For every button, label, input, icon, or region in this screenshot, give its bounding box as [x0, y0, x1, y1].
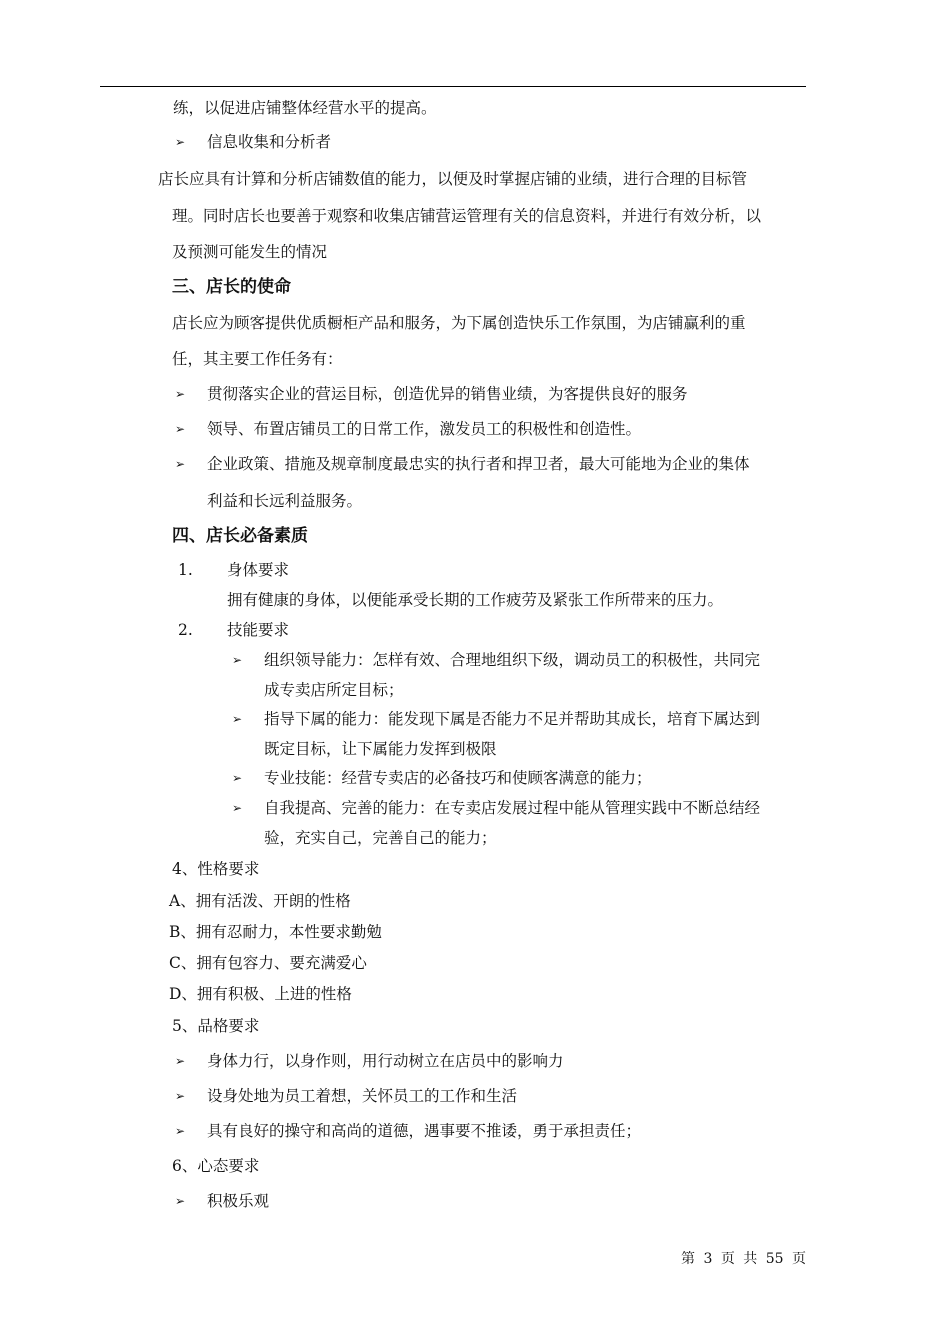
bullet-arrow-icon: ➢	[175, 387, 186, 401]
text-line: 及预测可能发生的情况	[172, 243, 328, 261]
text-line: 成专卖店所定目标；	[264, 681, 404, 699]
text-line: 4、性格要求	[172, 860, 260, 878]
bullet-arrow-icon: ➢	[232, 771, 243, 785]
text-line: 任，其主要工作任务有：	[172, 350, 343, 368]
bullet-arrow-icon: ➢	[175, 1194, 186, 1208]
text-line: 既定目标，让下属能力发挥到极限	[264, 740, 497, 758]
text-line: 设身处地为员工着想，关怀员工的工作和生活	[207, 1087, 518, 1105]
text-line: 店长应为顾客提供优质橱柜产品和服务，为下属创造快乐工作氛围，为店铺赢利的重	[172, 314, 746, 332]
text-line: 理。同时店长也要善于观察和收集店铺营运管理有关的信息资料，并进行有效分析，以	[172, 207, 762, 225]
bullet-arrow-icon: ➢	[232, 801, 243, 815]
text-line: 技能要求	[227, 621, 290, 639]
text-line: 领导、布置店铺员工的日常工作，激发员工的积极性和创造性。	[207, 420, 642, 438]
text-line: 店长应具有计算和分析店铺数值的能力，以便及时掌握店铺的业绩，进行合理的目标管	[158, 170, 748, 188]
list-number: 1.	[178, 561, 193, 579]
text-line: 利益和长远利益服务。	[207, 492, 363, 510]
text-line: 贯彻落实企业的营运目标，创造优异的销售业绩，为客提供良好的服务	[207, 385, 688, 403]
text-line: 具有良好的操守和高尚的道德，遇事要不推诿，勇于承担责任；	[207, 1122, 642, 1140]
bullet-arrow-icon: ➢	[175, 1054, 186, 1068]
list-number: 2.	[178, 621, 193, 639]
text-line: 指导下属的能力：能发现下属是否能力不足并帮助其成长，培育下属达到	[264, 710, 761, 728]
text-line: 身体要求	[227, 561, 290, 579]
text-line: 组织领导能力：怎样有效、合理地组织下级，调动员工的积极性，共同完	[264, 651, 761, 669]
footer-ye: 页	[720, 1251, 735, 1267]
bullet-arrow-icon: ➢	[232, 653, 243, 667]
footer-page-number: 3	[703, 1251, 713, 1267]
text-line: 身体力行，以身作则，用行动树立在店员中的影响力	[207, 1052, 564, 1070]
text-line: 验，充实自己，完善自己的能力；	[264, 829, 497, 847]
text-line: 积极乐观	[207, 1192, 270, 1210]
footer-ye-2: 页	[792, 1251, 807, 1267]
section-heading: 四、店长必备素质	[172, 526, 308, 546]
text-line: 信息收集和分析者	[207, 133, 332, 151]
bullet-arrow-icon: ➢	[175, 135, 186, 149]
text-line: A、拥有活泼、开朗的性格	[169, 892, 351, 910]
text-line: 自我提高、完善的能力：在专卖店发展过程中能从管理实践中不断总结经	[264, 799, 761, 817]
footer-di: 第	[681, 1251, 695, 1267]
header-rule	[100, 86, 806, 87]
text-line: 练，以促进店铺整体经营水平的提高。	[173, 99, 437, 117]
footer-total-pages: 55	[765, 1251, 784, 1267]
footer-gong: 共	[743, 1251, 758, 1267]
text-line: C、拥有包容力、要充满爱心	[169, 954, 367, 972]
page-footer	[681, 1248, 810, 1268]
section-heading: 三、店长的使命	[172, 277, 291, 297]
text-line: 5、品格要求	[172, 1017, 260, 1035]
text-line: 企业政策、措施及规章制度最忠实的执行者和捍卫者，最大可能地为企业的集体	[207, 455, 750, 473]
text-line: 专业技能：经营专卖店的必备技巧和使顾客满意的能力；	[264, 769, 652, 787]
bullet-arrow-icon: ➢	[232, 712, 243, 726]
text-line: 拥有健康的身体，以便能承受长期的工作疲劳及紧张工作所带来的压力。	[227, 591, 724, 609]
text-line: D、拥有积极、上进的性格	[169, 985, 352, 1003]
bullet-arrow-icon: ➢	[175, 457, 186, 471]
text-line: 6、心态要求	[172, 1157, 260, 1175]
bullet-arrow-icon: ➢	[175, 422, 186, 436]
bullet-arrow-icon: ➢	[175, 1089, 186, 1103]
bullet-arrow-icon: ➢	[175, 1124, 186, 1138]
text-line: B、拥有忍耐力，本性要求勤勉	[169, 923, 382, 941]
